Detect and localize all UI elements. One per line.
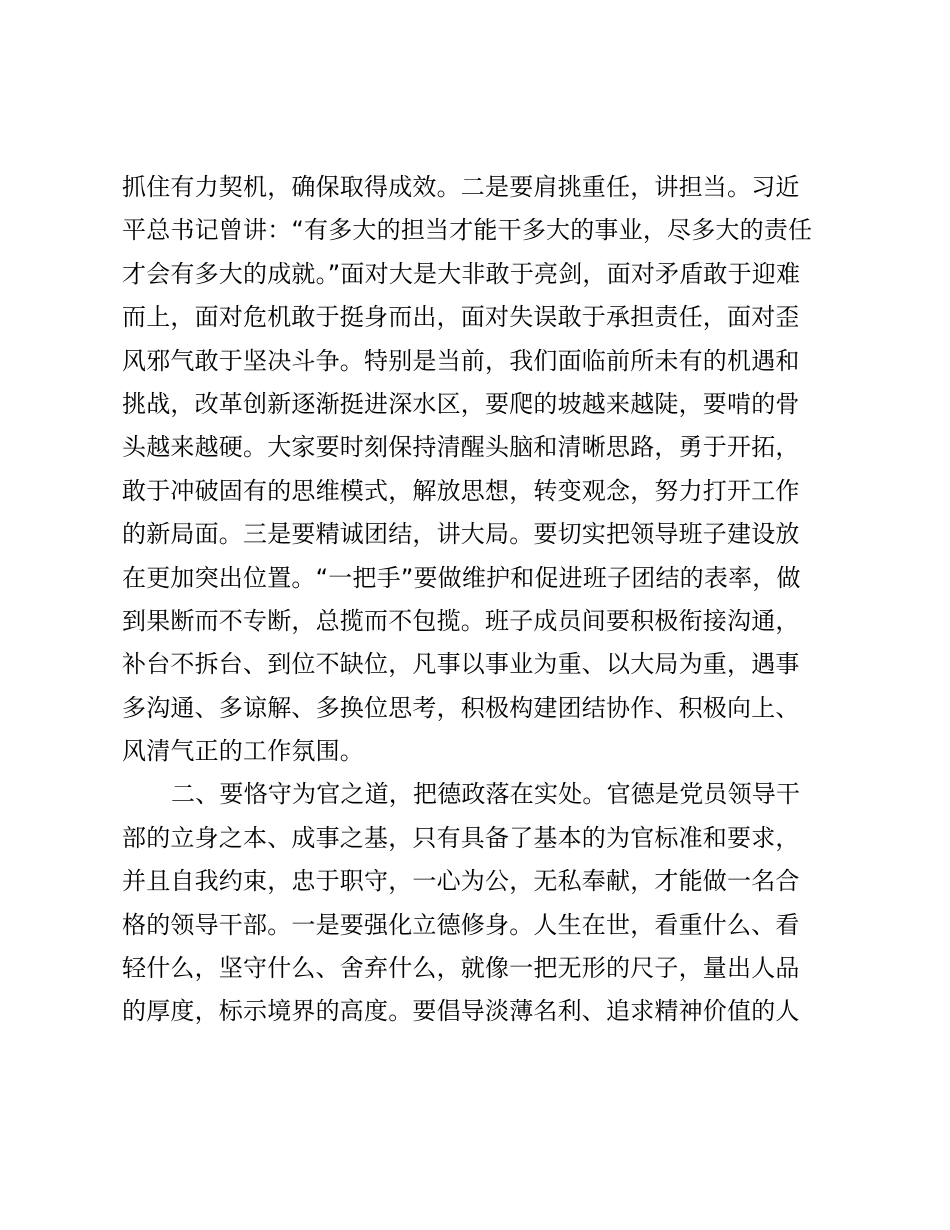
- text-line: 在更加突出位置。“一把手”要做维护和促进班子团结的表率，做: [122, 563, 801, 592]
- text-line: 风邪气敢于坚决斗争。特别是当前，我们面临前所未有的机遇和: [122, 346, 800, 375]
- text-line: 敢于冲破固有的思维模式，解放思想，转变观念，努力打开工作: [122, 476, 800, 505]
- text-line: 抓住有力契机，确保取得成效。二是要肩挑重任，讲担当。习近: [122, 173, 800, 201]
- paragraph-1: [122, 166, 842, 773]
- text-line: 二、要恪守为官之道，把德政落在实处。官德是党员领导干: [171, 780, 801, 809]
- text-line: 的厚度，标示境界的高度。要倡导淡薄名利、追求精神价值的人: [122, 997, 800, 1026]
- text-line: 而上，面对危机敢于挺身而出，面对失误敢于承担责任，面对歪: [122, 303, 800, 332]
- paragraph-2: [122, 773, 842, 1033]
- text-line: 并且自我约束，忠于职守，一心为公，无私奉献，才能做一名合: [122, 867, 800, 896]
- text-line: 轻什么，坚守什么、舍弃什么，就像一把无形的尺子，量出人品: [122, 954, 800, 983]
- text-line: 部的立身之本、成事之基，只有具备了基本的为官标准和要求，: [122, 823, 800, 852]
- text-line: 头越来越硬。大家要时刻保持清醒头脑和清晰思路，勇于开拓，: [122, 433, 800, 462]
- text-line: 格的领导干部。一是要强化立德修身。人生在世，看重什么、看: [122, 910, 800, 939]
- text-line: 到果断而不专断，总揽而不包揽。班子成员间要积极衔接沟通，: [122, 606, 800, 635]
- text-line: 多沟通、多谅解、多换位思考，积极构建团结协作、积极向上、: [122, 693, 800, 722]
- text-line: 风清气正的工作氛围。: [122, 737, 364, 766]
- document-body: [122, 166, 842, 1034]
- text-line: 才会有多大的成就。”面对大是大非敢于亮剑，面对矛盾敢于迎难: [122, 259, 801, 288]
- text-line: 补台不拆台、到位不缺位，凡事以事业为重、以大局为重，遇事: [122, 650, 800, 679]
- text-line: 平总书记曾讲：“有多大的担当才能干多大的事业，尽多大的责任: [122, 216, 813, 245]
- text-line: 的新局面。三是要精诚团结，讲大局。要切实把领导班子建设放: [122, 520, 800, 549]
- text-line: 挑战，改革创新逐渐挺进深水区，要爬的坡越来越陡，要啃的骨: [122, 389, 800, 418]
